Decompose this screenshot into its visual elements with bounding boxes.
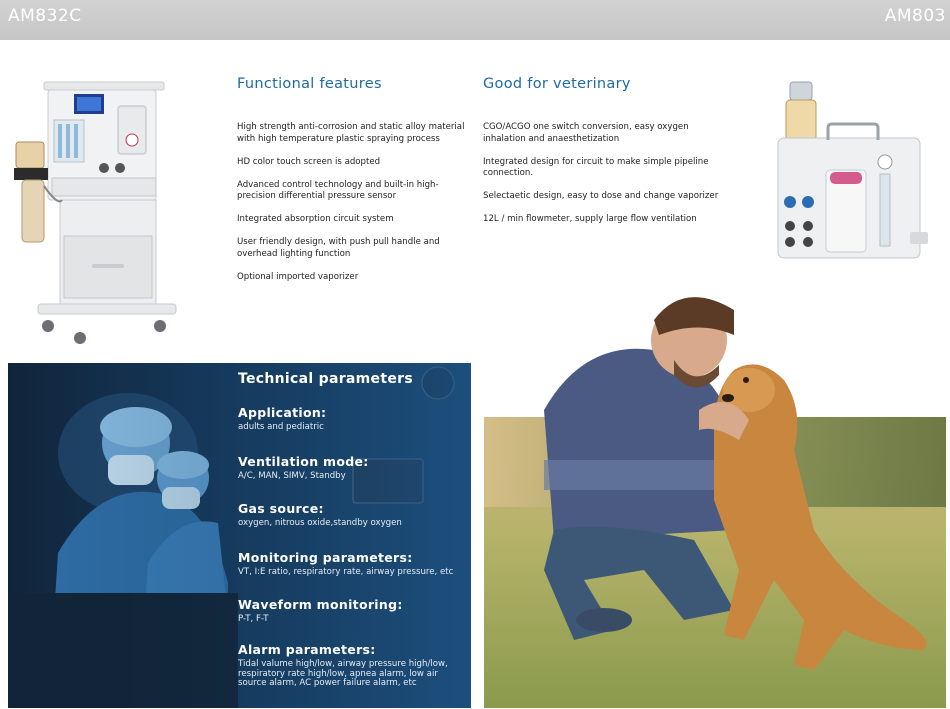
param-value: Tidal valume high/low, airway pressure high/low, respiratory rate high/low, apnea alarm, low air source alarm, AC power failure alarm, etc [238, 659, 448, 689]
list-item: Advanced control technology and built-in high-precision differential pressure sensor [237, 179, 439, 201]
param-ventilation-mode [238, 454, 466, 482]
veterinary-title: Good for veterinary [483, 76, 631, 92]
param-label: Gas source: [238, 501, 324, 516]
param-waveform [238, 597, 466, 625]
list-item: Integrated absorption circuit system [237, 214, 394, 224]
param-label: Waveform monitoring: [238, 597, 403, 612]
list-item: CGO/ACGO one switch conversion, easy oxygen inhalation and anaesthetization [483, 122, 689, 144]
technical-parameters-panel [8, 363, 471, 708]
man-with-dog-photo [484, 280, 946, 708]
param-alarm [238, 642, 466, 689]
model-name-left: AM832C [8, 6, 82, 26]
functional-features-list [237, 122, 465, 295]
functional-features-title: Functional features [237, 76, 382, 92]
param-gas-source [238, 501, 466, 529]
anesthesia-machine-image [8, 76, 180, 346]
list-item: 12L / min flowmeter, supply large flow ventilation [483, 214, 697, 224]
list-item: Optional imported vaporizer [237, 271, 359, 282]
technical-parameters-title: Technical parameters [238, 371, 413, 387]
list-item: HD color touch screen is adopted [237, 156, 381, 167]
param-value: P-T, F-T [238, 614, 269, 624]
list-item: High strength anti-corrosion and static alloy material with high temperature plastic spraying process [237, 122, 465, 144]
param-label: Ventilation mode: [238, 454, 369, 469]
veterinary-features-list [483, 122, 733, 237]
header-bar [0, 0, 950, 40]
param-value: VT, I:E ratio, respiratory rate, airway pressure, etc [238, 567, 454, 577]
list-item: User friendly design, with push pull handle and overhead lighting function [237, 237, 440, 259]
param-label: Application: [238, 405, 327, 420]
list-item: Selectaetic design, easy to dose and change vaporizer [483, 191, 719, 201]
param-value: oxygen, nitrous oxide,standby oxygen [238, 518, 402, 528]
list-item: Integrated design for circuit to make simple pipeline connection. [483, 156, 709, 178]
param-value: A/C, MAN, SIMV, Standby [238, 471, 346, 481]
veterinary-machine-image [770, 78, 930, 264]
param-application [238, 405, 466, 433]
param-label: Monitoring parameters: [238, 550, 413, 565]
param-monitoring [238, 550, 466, 578]
model-name-right: AM803 [884, 6, 946, 26]
param-label: Alarm parameters: [238, 642, 376, 657]
param-value: adults and pediatric [238, 422, 324, 432]
